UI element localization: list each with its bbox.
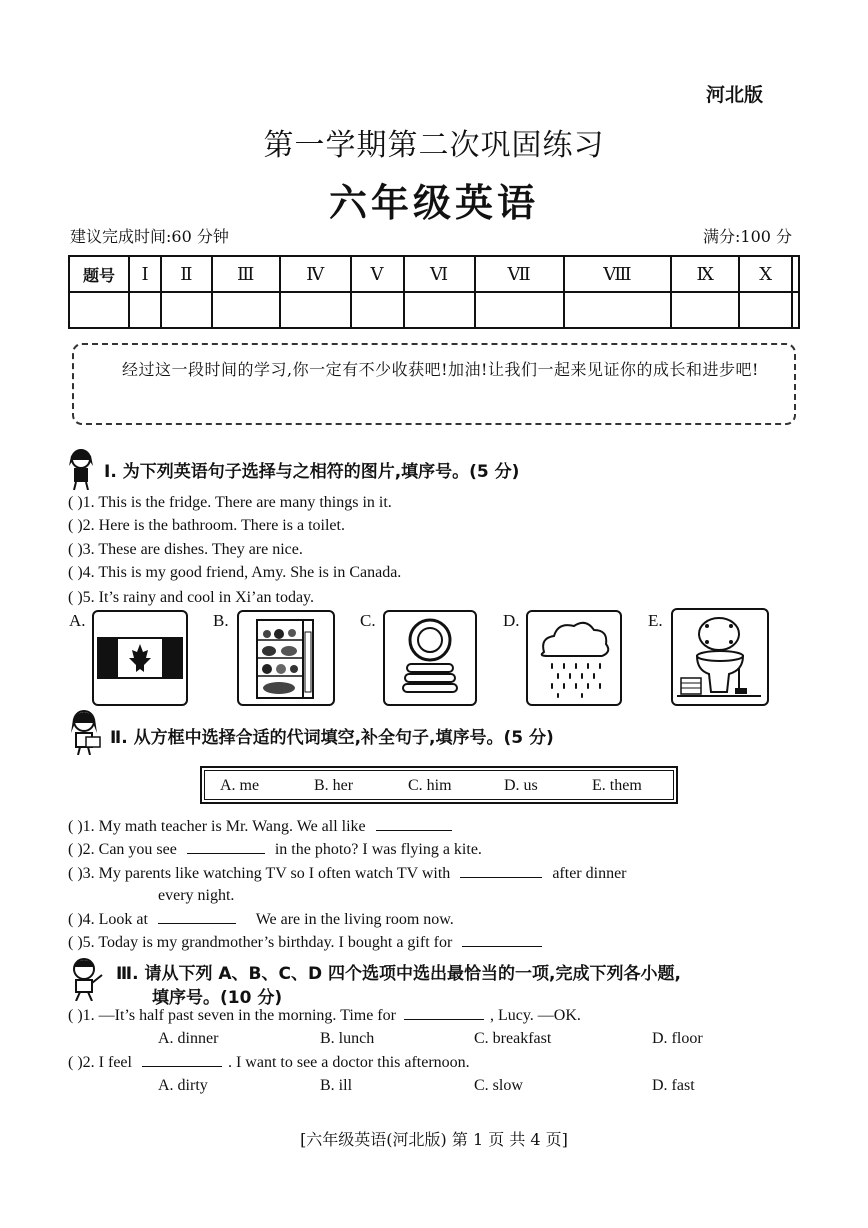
section3-q1-option-d: D. floor	[652, 1030, 703, 1047]
pronoun-choice: D. us	[504, 777, 538, 794]
toilet-icon	[673, 610, 767, 704]
option-d-picture	[526, 610, 622, 706]
score-table-col: Ⅷ	[564, 256, 671, 292]
section2-title: Ⅱ. 从方框中选择合适的代词填空,补全句子,填序号。(5 分)	[110, 728, 554, 748]
option-a-picture	[92, 610, 188, 706]
answer-blank[interactable]	[404, 1006, 484, 1020]
score-table-col: Ⅹ	[739, 256, 791, 292]
score-table-col: Ⅵ	[404, 256, 475, 292]
section1-q4: ( )4. This is my good friend, Amy. She is in Canada.	[68, 564, 402, 581]
score-cell[interactable]	[212, 292, 280, 328]
section3-q2-option-c: C. slow	[474, 1077, 523, 1094]
answer-blank[interactable]	[462, 933, 542, 947]
option-d-letter: D.	[503, 611, 520, 630]
exam-title: 第一学期第二次巩固练习	[263, 128, 605, 163]
score-cell[interactable]	[792, 292, 799, 328]
option-e-picture	[671, 608, 769, 706]
option-a-letter: A.	[69, 611, 86, 630]
section3-q2-text: ( )2. I feel	[68, 1054, 132, 1071]
section2-q3-text: ( )3. My parents like watching TV so I often watch TV with	[68, 865, 451, 882]
exam-subject: 六年级英语	[328, 181, 539, 225]
section1-title: Ⅰ. 为下列英语句子选择与之相符的图片,填序号。(5 分)	[104, 462, 520, 482]
pronoun-choice: A. me	[220, 777, 260, 794]
section3-title: Ⅲ. 请从下列 A、B、C、D 四个选项中选出最恰当的一项,完成下列各小题,	[116, 964, 681, 984]
suggested-time: 建议完成时间:60 分钟	[70, 227, 229, 246]
answer-blank[interactable]	[376, 817, 452, 831]
section2-q1-text: ( )1. My math teacher is Mr. Wang. We all like	[68, 818, 366, 835]
option-b-letter: B.	[213, 611, 229, 630]
option-c-letter: C.	[360, 611, 376, 630]
section3-q1-option-b: B. lunch	[320, 1030, 375, 1047]
section2-q2	[68, 840, 482, 859]
section2-q4-text-end: We are in the living room now.	[255, 911, 454, 928]
section2-q5	[68, 933, 542, 952]
rain-cloud-icon	[528, 612, 620, 704]
section3-q2	[68, 1053, 470, 1072]
option-c-picture	[383, 610, 477, 706]
option-e-letter: E.	[648, 611, 663, 630]
score-table-col: Ⅲ	[212, 256, 280, 292]
page-footer: [六年级英语(河北版) 第 1 页 共 4 页]	[300, 1130, 568, 1149]
score-table-col: Ⅶ	[475, 256, 564, 292]
section3-q2-text-end: . I want to see a doctor this afternoon.	[227, 1054, 470, 1071]
section2-q4	[68, 910, 454, 929]
edition-label: 河北版	[706, 84, 764, 106]
score-cell[interactable]	[69, 292, 129, 328]
score-cell[interactable]	[129, 292, 161, 328]
score-cell[interactable]	[161, 292, 211, 328]
section2-q5-text: ( )5. Today is my grandmother’s birthday. I bought a gift for	[68, 934, 453, 951]
section2-q2-text-end: in the photo? I was flying a kite.	[274, 841, 482, 858]
score-table-col: Ⅸ	[671, 256, 739, 292]
score-table-col: Ⅳ	[280, 256, 351, 292]
answer-blank[interactable]	[460, 864, 542, 878]
student-boy-icon	[64, 955, 106, 1001]
encouragement-text: 经过这一段时间的学习,你一定有不少收获吧!加油!让我们一起来见证你的成长和进步吧!	[122, 360, 759, 379]
section2-q3	[68, 864, 627, 883]
section1-q5: ( )5. It’s rainy and cool in Xi’an today.	[68, 589, 315, 606]
score-cell[interactable]	[739, 292, 791, 328]
section2-q1	[68, 817, 452, 836]
encouragement-note	[72, 343, 796, 425]
section2-q4-text: ( )4. Look at	[68, 911, 148, 928]
score-table-col: Ⅴ	[351, 256, 404, 292]
section3-q1	[68, 1006, 581, 1025]
section3-q2-option-a: A. dirty	[158, 1077, 208, 1094]
pronoun-choice-box	[200, 766, 678, 804]
section2-q3-continued: every night.	[158, 887, 235, 904]
section3-q1-option-c: C. breakfast	[474, 1030, 552, 1047]
section1-q1: ( )1. This is the fridge. There are many things in it.	[68, 494, 392, 511]
fridge-icon	[239, 612, 333, 704]
score-table-col: Ⅰ	[129, 256, 161, 292]
score-table-header-label: 题号	[69, 256, 129, 292]
section2-q2-text: ( )2. Can you see	[68, 841, 177, 858]
score-cell[interactable]	[671, 292, 739, 328]
score-cell[interactable]	[404, 292, 475, 328]
score-cell[interactable]	[564, 292, 671, 328]
student-girl-icon	[62, 446, 100, 490]
answer-blank[interactable]	[187, 840, 265, 854]
pronoun-choice: E. them	[592, 777, 642, 794]
section2-q3-text-end: after dinner	[552, 865, 627, 882]
full-score: 满分:100 分	[703, 227, 793, 246]
section3-q2-option-d: D. fast	[652, 1077, 695, 1094]
dishes-icon	[385, 612, 475, 704]
score-table	[68, 255, 800, 329]
score-cell[interactable]	[351, 292, 404, 328]
section3-q1-text-end: , Lucy. —OK.	[489, 1007, 581, 1024]
section3-q2-option-b: B. ill	[320, 1077, 353, 1094]
score-table-col	[792, 256, 799, 292]
option-b-picture	[237, 610, 335, 706]
section1-q3: ( )3. These are dishes. They are nice.	[68, 541, 303, 558]
answer-blank[interactable]	[158, 910, 236, 924]
student-girl-reading-icon	[64, 707, 104, 755]
section1-q2: ( )2. Here is the bathroom. There is a toilet.	[68, 517, 345, 534]
score-cell[interactable]	[280, 292, 351, 328]
section3-title-continued: 填序号。(10 分)	[152, 988, 283, 1008]
answer-blank[interactable]	[142, 1053, 222, 1067]
pronoun-choice: B. her	[314, 777, 354, 794]
score-table-col: Ⅱ	[161, 256, 211, 292]
canada-flag-icon	[94, 612, 186, 704]
section3-q1-text: ( )1. —It’s half past seven in the morning. Time for	[68, 1007, 396, 1024]
section3-q1-option-a: A. dinner	[158, 1030, 219, 1047]
score-cell[interactable]	[475, 292, 564, 328]
pronoun-choice: C. him	[408, 777, 452, 794]
